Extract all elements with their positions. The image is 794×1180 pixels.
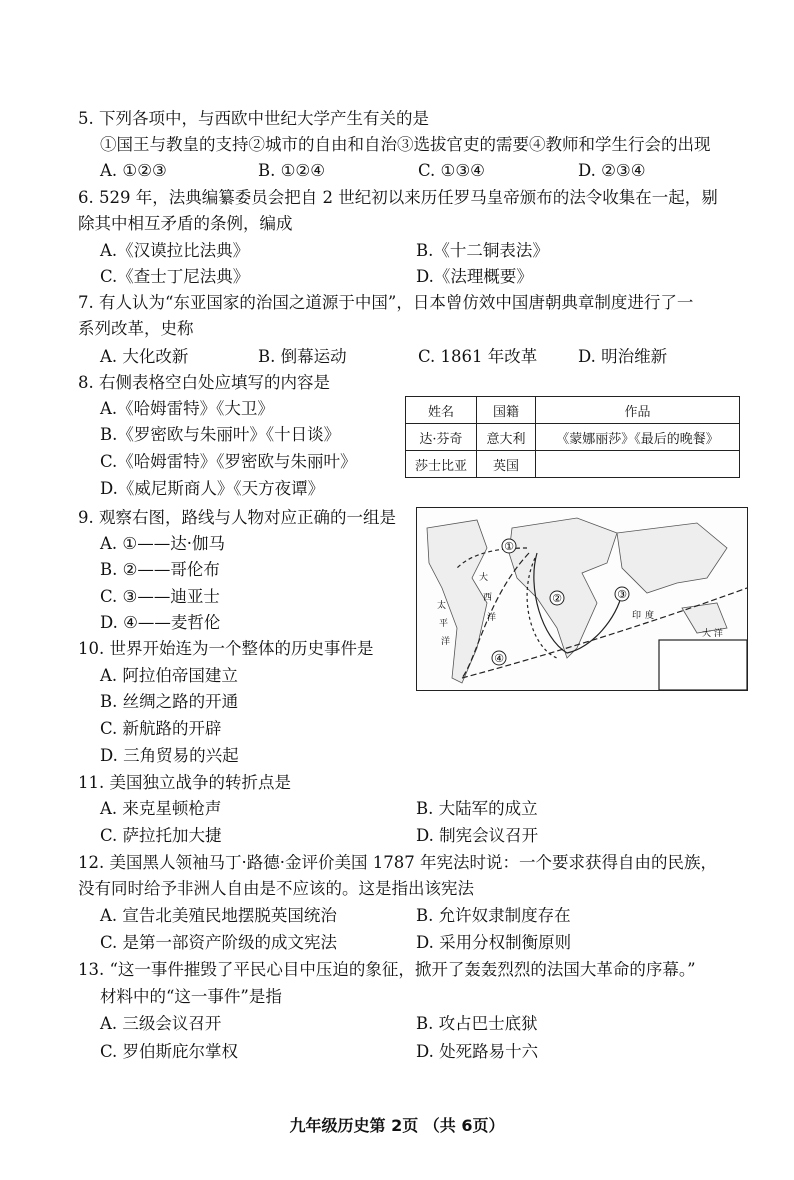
- route-map: [416, 507, 748, 691]
- q8-option-b: B.《罗密欧与朱丽叶》《十日谈》: [100, 425, 341, 444]
- table-cell-blank: [536, 451, 740, 478]
- q5-stem: 5. 下列各项中，与西欧中世纪大学产生有关的是: [78, 109, 429, 128]
- q11-option-b: B. 大陆军的成立: [416, 799, 538, 818]
- q5-option-b: B. ①②④: [258, 161, 325, 180]
- q10-option-d: D. 三角贸易的兴起: [100, 746, 239, 765]
- q7-option-c: C. 1861 年改革: [418, 347, 538, 366]
- q7-option-b: B. 倒幕运动: [258, 347, 347, 366]
- q13-option-b: B. 攻占巴士底狱: [416, 1014, 538, 1033]
- q12-option-a: A. 宣告北美殖民地摆脱英国统治: [100, 906, 337, 925]
- ocean-label: 平: [439, 619, 449, 629]
- route-map-svg: [417, 508, 747, 690]
- route-3-label: ③: [617, 588, 627, 601]
- table-cell: 达·芬奇: [406, 424, 477, 451]
- q12-stem-2: 没有同时给予非洲人自由是不应该的。这是指出该宪法: [78, 879, 474, 898]
- route-1-label: ①: [504, 540, 514, 553]
- q5-option-d: D. ②③④: [578, 161, 646, 180]
- ocean-label: 洋: [487, 613, 497, 623]
- ocean-label: 度: [645, 611, 655, 621]
- q10-stem: 10. 世界开始连为一个整体的历史事件是: [78, 639, 374, 658]
- q6-stem-2: 除其中相互矛盾的条例，编成: [78, 214, 293, 233]
- page-footer: 九年级历史第 2页 （共 6页）: [289, 1116, 505, 1135]
- ocean-label: 太: [437, 601, 447, 611]
- ocean-label: 大 洋: [702, 629, 723, 639]
- ocean-label: 西: [483, 593, 493, 603]
- ocean-label: 大: [479, 573, 489, 583]
- q9-stem: 9. 观察右图，路线与人物对应正确的一组是: [78, 508, 396, 527]
- q11-option-a: A. 来克星顿枪声: [100, 799, 222, 818]
- asia-landmass: [617, 523, 727, 593]
- q12-option-c: C. 是第一部资产阶级的成文宪法: [100, 933, 338, 952]
- q6-option-a: A.《汉谟拉比法典》: [100, 241, 250, 260]
- q7-stem-2: 系列改革，史称: [78, 319, 194, 338]
- q9-option-c: C. ③——迪亚士: [100, 587, 220, 606]
- q12-option-b: B. 允许奴隶制度存在: [416, 906, 571, 925]
- q12-option-d: D. 采用分权制衡原则: [416, 933, 572, 952]
- route-2-label: ②: [552, 592, 562, 605]
- q7-option-d: D. 明治维新: [578, 347, 668, 366]
- table-header-nationality: 国籍: [477, 397, 536, 424]
- q5-option-c: C. ①③④: [418, 161, 485, 180]
- ocean-label: 印: [632, 611, 642, 621]
- table-header-row: [406, 397, 740, 424]
- table-cell: 英国: [477, 451, 536, 478]
- map-inset: [659, 640, 747, 690]
- q13-option-d: D. 处死路易十六: [416, 1042, 539, 1061]
- q6-option-b: B.《十二铜表法》: [416, 241, 549, 260]
- table-row: [406, 451, 740, 478]
- q8-option-c: C.《哈姆雷特》《罗密欧与朱丽叶》: [100, 452, 357, 471]
- q8-table: [405, 396, 740, 478]
- q9-option-b: B. ②——哥伦布: [100, 560, 220, 579]
- table-header-works: 作品: [536, 397, 740, 424]
- q11-option-d: D. 制宪会议召开: [416, 826, 539, 845]
- q10-option-a: A. 阿拉伯帝国建立: [100, 666, 238, 685]
- q6-option-c: C.《查士丁尼法典》: [100, 267, 250, 286]
- route-4-label: ④: [494, 652, 504, 665]
- q13-stem-2: 材料中的“这一事件”是指: [100, 987, 282, 1006]
- q13-stem-1: 13. “这一事件摧毁了平民心目中压迫的象征，掀开了轰轰烈烈的法国大革命的序幕。”: [78, 960, 696, 979]
- q6-option-d: D.《法理概要》: [416, 267, 533, 286]
- q9-option-a: A. ①——达·伽马: [100, 534, 225, 553]
- q13-option-c: C. 罗伯斯庇尔掌权: [100, 1042, 239, 1061]
- table-header-name: 姓名: [406, 397, 477, 424]
- q10-option-c: C. 新航路的开辟: [100, 719, 222, 738]
- q10-option-b: B. 丝绸之路的开通: [100, 692, 239, 711]
- q13-option-a: A. 三级会议召开: [100, 1014, 222, 1033]
- q7-stem-1: 7. 有人认为“东亚国家的治国之道源于中国”，日本曾仿效中国唐朝典章制度进行了一: [78, 293, 694, 312]
- table-row: [406, 424, 740, 451]
- q7-option-a: A. 大化改新: [100, 347, 189, 366]
- q5-sub: ①国王与教皇的支持②城市的自由和自治③选拔官吏的需要④教师和学生行会的出现: [100, 135, 711, 154]
- q8-option-a: A.《哈姆雷特》《大卫》: [100, 399, 274, 418]
- q5-option-a: A. ①②③: [100, 161, 167, 180]
- q9-option-d: D. ④——麦哲伦: [100, 613, 221, 632]
- ocean-label: 洋: [441, 637, 451, 647]
- table-cell: 意大利: [477, 424, 536, 451]
- q6-stem-1: 6. 529 年，法典编纂委员会把自 2 世纪初以来历任罗马皇帝颁布的法令收集在一起，剔: [78, 188, 718, 207]
- q11-option-c: C. 萨拉托加大捷: [100, 826, 222, 845]
- table-cell: 莎士比亚: [406, 451, 477, 478]
- americas-landmass: [427, 520, 487, 683]
- q11-stem: 11. 美国独立战争的转折点是: [78, 773, 291, 792]
- q12-stem-1: 12. 美国黑人领袖马丁·路德·金评价美国 1787 年宪法时说：一个要求获得自由的民族，: [78, 853, 717, 872]
- q8-stem: 8. 右侧表格空白处应填写的内容是: [78, 373, 330, 392]
- table-cell: 《蒙娜丽莎》《最后的晚餐》: [536, 424, 740, 451]
- q8-option-d: D.《威尼斯商人》《天方夜谭》: [100, 479, 325, 498]
